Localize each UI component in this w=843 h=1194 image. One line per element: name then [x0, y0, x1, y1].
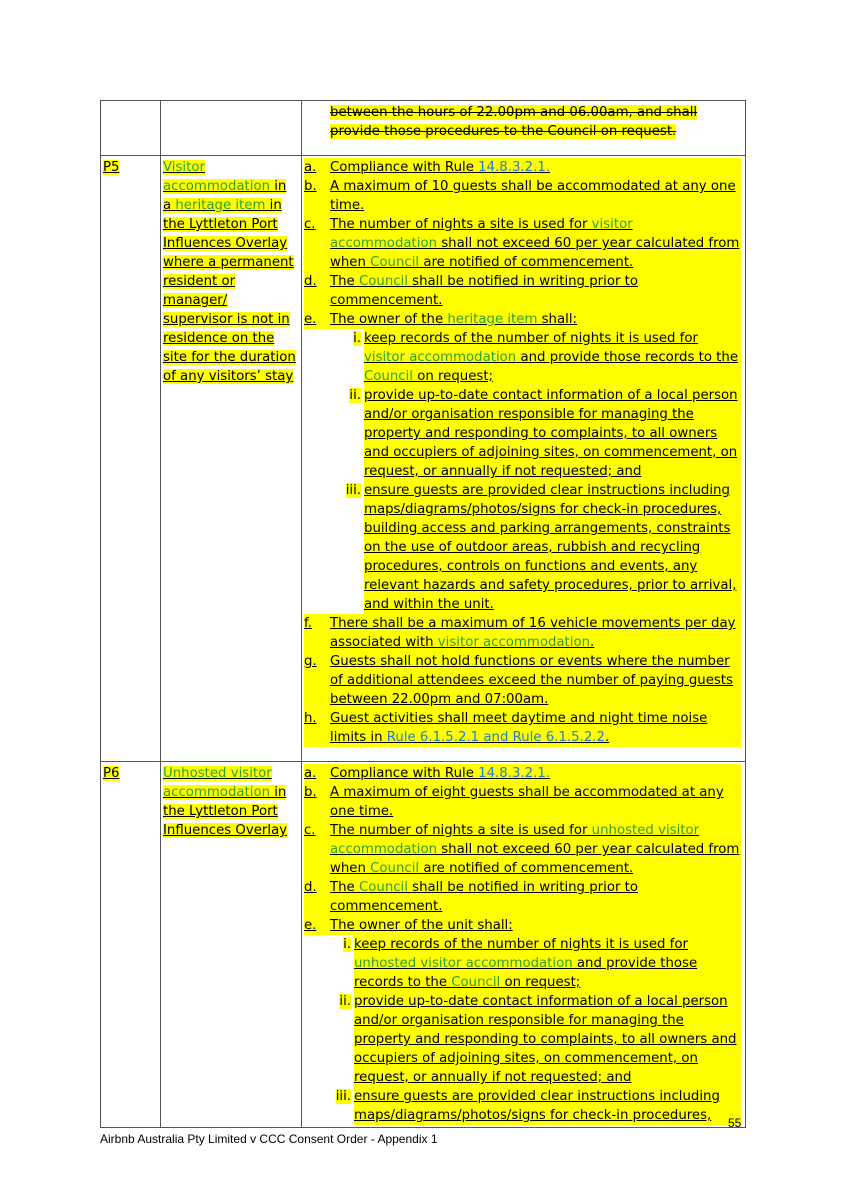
standard-c: c. The number of nights a site is used for visitor accommodation shall not exceed 60 per year calculated from when Council are notified of commencement. [304, 217, 740, 270]
standard-b: b. A maximum of 10 guests shall be accommodated at any one time. [304, 177, 741, 215]
table-row-continuation [101, 101, 746, 156]
standard-d: d. The Council shall be notified in writing prior to commencement. [304, 272, 741, 310]
page-number: 55 [728, 1116, 742, 1130]
rule-code: P5 [101, 156, 161, 762]
standard-e-i: i. keep records of the number of nights it is used for visitor accommodation and provide those records to the Council on request; [304, 329, 741, 386]
standard-h: h. Guest activities shall meet daytime and night time noise limits in Rule 6.1.5.2.1 and Rule 6.1.5.2.2. [304, 709, 741, 747]
standard-e-iii: iii. ensure guests are provided clear instructions including maps/diagrams/photos/signs for check-in procedures, [304, 1087, 741, 1125]
standard-e-iii: iii. ensure guests are provided clear instructions including maps/diagrams/photos/signs for check-in procedures, building access and parking arrangements, constraints on the use of outdoor areas, rubbish and recycling procedures, controls on functions and events, any relevant hazards and safety procedures, prior to arrival, and within the unit. [304, 481, 741, 614]
standard-e: e. The owner of the unit shall: [304, 916, 741, 935]
cell-code-empty [101, 101, 161, 156]
standard-e: e. The owner of the heritage item shall: [304, 310, 741, 329]
standard-g: g. Guests shall not hold functions or events where the number of additional attendees exceed the number of paying guests between 22.00pm and 07:00am. [304, 652, 741, 709]
page-footer: Airbnb Australia Pty Limited v CCC Consent Order - Appendix 1 [100, 1132, 438, 1146]
standard-f: f. There shall be a maximum of 16 vehicle movements per day associated with visitor accommodation. [304, 614, 741, 652]
rule-code: P6 [101, 762, 161, 1128]
activity-description: Visitor accommodation in a heritage item in the Lyttleton Port Influences Overlay where a permanent resident or manager/ supervisor is not in residence on the site for the duration of any visitors’ stay [161, 156, 302, 762]
standard-d: d. The Council shall be notified in writing prior to commencement. [304, 878, 741, 916]
rules-table [100, 100, 746, 1128]
cell-activity-empty [161, 101, 302, 156]
standard-a: a. Compliance with Rule 14.8.3.2.1. [304, 158, 741, 177]
standard-e-ii: ii. provide up-to-date contact information of a local person and/or organisation responsible for managing the property and responding to complaints, to all owners and occupiers of adjoining sites, on commencement, on request, or annually if not requested; and [304, 386, 741, 481]
table-row-p6 [101, 762, 746, 1128]
activity-standards [302, 156, 746, 762]
cell-standards-continued [302, 101, 746, 156]
table-row-p5 [101, 156, 746, 762]
standard-c: c. The number of nights a site is used for unhosted visitor accommodation shall not exceed 60 per year calculated from when Council are notified of commencement. [304, 823, 740, 876]
struck-text: between the hours of 22.00pm and 06.00am, and shall provide those procedures to the Council on request. [330, 105, 698, 139]
activity-description: Unhosted visitor accommodation in the Lyttleton Port Influences Overlay [161, 762, 302, 1128]
standard-e-i: i. keep records of the number of nights it is used for unhosted visitor accommodation and provide those records to the Council on request; [304, 935, 741, 992]
standard-a: a. Compliance with Rule 14.8.3.2.1. [304, 764, 741, 783]
standard-e-ii: ii. provide up-to-date contact information of a local person and/or organisation responsible for managing the property and responding to complaints, to all owners and occupiers of adjoining sites, on commencement, on request, or annually if not requested; and [304, 992, 741, 1087]
activity-standards [302, 762, 746, 1128]
standard-b: b. A maximum of eight guests shall be accommodated at any one time. [304, 783, 741, 821]
